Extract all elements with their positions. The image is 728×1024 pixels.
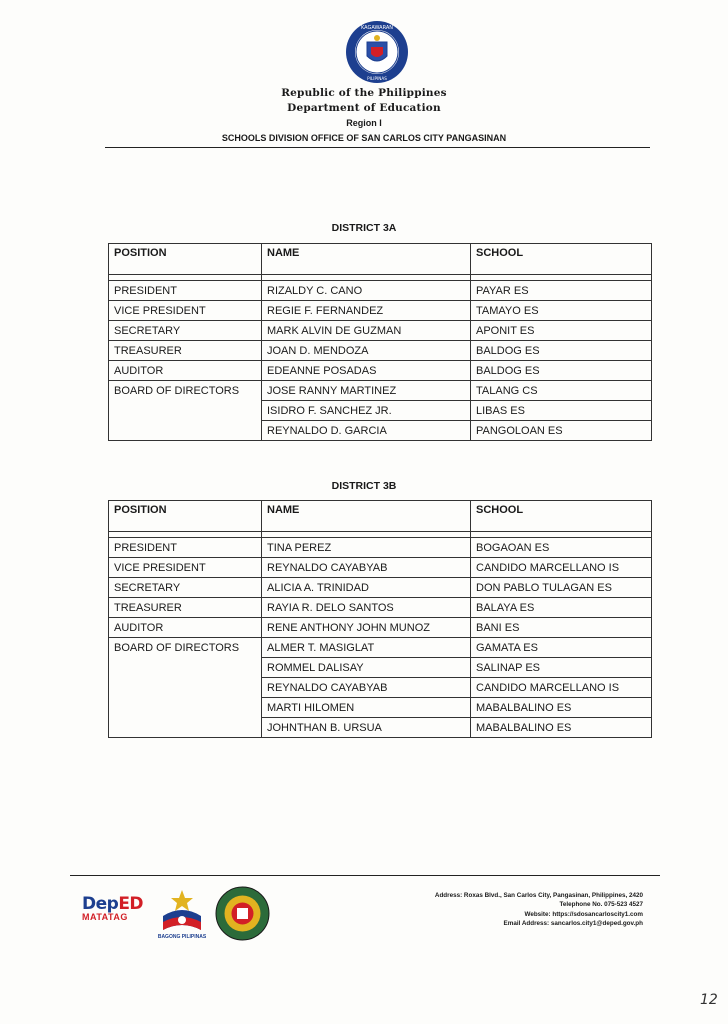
table-header-row [109,501,652,532]
name-cell: ALMER T. MASIGLAT [262,638,471,658]
school-cell: GAMATA ES [471,638,652,658]
region-line: Region I [346,118,382,128]
deped-matatag-logo [82,894,152,922]
division-seal-icon [215,886,270,941]
table-row [109,421,652,441]
table-row [109,321,652,341]
school-cell: BALAYA ES [471,598,652,618]
school-cell: APONIT ES [471,321,652,341]
table-row [109,678,652,698]
column-header-school: SCHOOL [471,244,652,275]
table-row [109,401,652,421]
school-cell: CANDIDO MARCELLANO IS [471,558,652,578]
position-cell [109,678,262,698]
name-cell: REYNALDO D. GARCIA [262,421,471,441]
school-cell: MABALBALINO ES [471,698,652,718]
position-cell: AUDITOR [109,361,262,381]
name-cell: REYNALDO CAYABYAB [262,558,471,578]
name-cell: MARTI HILOMEN [262,698,471,718]
name-cell: JOSE RANNY MARTINEZ [262,381,471,401]
district-3b-table [108,500,652,738]
school-cell: TALANG CS [471,381,652,401]
page-number: 12 [700,992,718,1008]
name-cell: MARK ALVIN DE GUZMAN [262,321,471,341]
position-cell: TREASURER [109,598,262,618]
position-cell: SECRETARY [109,321,262,341]
school-cell: BOGAOAN ES [471,538,652,558]
school-cell: BANI ES [471,618,652,638]
position-cell: BOARD OF DIRECTORS [109,638,262,658]
column-header-position: POSITION [109,244,262,275]
name-cell: RAYIA R. DELO SANTOS [262,598,471,618]
position-cell [109,718,262,738]
school-cell: LIBAS ES [471,401,652,421]
office-line: SCHOOLS DIVISION OFFICE OF SAN CARLOS CITY PANGASINAN [221,133,507,143]
school-cell: PANGOLOAN ES [471,421,652,441]
name-cell: ROMMEL DALISAY [262,658,471,678]
column-header-name: NAME [262,244,471,275]
position-cell: VICE PRESIDENT [109,558,262,578]
position-cell: VICE PRESIDENT [109,301,262,321]
position-cell: TREASURER [109,341,262,361]
name-cell: TINA PEREZ [262,538,471,558]
name-cell: EDEANNE POSADAS [262,361,471,381]
table-row [109,698,652,718]
table-row [109,598,652,618]
position-cell [109,698,262,718]
table-row [109,618,652,638]
district-3a-title: DISTRICT 3A [331,222,397,234]
name-cell: ALICIA A. TRINIDAD [262,578,471,598]
name-cell: RENE ANTHONY JOHN MUNOZ [262,618,471,638]
deped-logo-dep: Dep [82,894,119,914]
svg-text:KAGAWARAN: KAGAWARAN [360,25,394,31]
column-header-position: POSITION [109,501,262,532]
name-cell: REYNALDO CAYABYAB [262,678,471,698]
school-cell: MABALBALINO ES [471,718,652,738]
school-cell: BALDOG ES [471,341,652,361]
position-cell: PRESIDENT [109,538,262,558]
position-cell: SECRETARY [109,578,262,598]
website-line: Website: https://sdosancarloscity1.com [524,910,643,918]
table-row [109,578,652,598]
bagong-pilipinas-label: BAGONG PILIPINAS [157,934,207,940]
department-line: Department of Education [287,102,441,114]
school-cell: SALINAP ES [471,658,652,678]
deped-seal-icon [345,20,409,84]
school-cell: DON PABLO TULAGAN ES [471,578,652,598]
matatag-label: MATATAG [82,912,128,922]
name-cell: REGIE F. FERNANDEZ [262,301,471,321]
header-divider [105,147,650,148]
table-row [109,658,652,678]
table-row [109,718,652,738]
table-row [109,361,652,381]
position-cell [109,421,262,441]
bagong-pilipinas-logo-icon [157,886,207,938]
column-header-school: SCHOOL [471,501,652,532]
address-line: Address: Roxas Blvd., San Carlos City, Pangasinan, Philippines, 2420 [434,892,643,899]
table-header-row [109,244,652,275]
school-cell: TAMAYO ES [471,301,652,321]
column-header-name: NAME [262,501,471,532]
school-cell: PAYAR ES [471,281,652,301]
telephone-line: Telephone No. 075-523 4527 [559,901,643,909]
position-cell [109,658,262,678]
footer-logos [82,886,272,946]
position-cell: BOARD OF DIRECTORS [109,381,262,401]
district-3b-title: DISTRICT 3B [331,480,397,492]
position-cell: AUDITOR [109,618,262,638]
position-cell: PRESIDENT [109,281,262,301]
table-row [109,341,652,361]
name-cell: ISIDRO F. SANCHEZ JR. [262,401,471,421]
email-line: Email Address: sancarlos.city1@deped.gov.ph [503,919,643,927]
table-row [109,281,652,301]
republic-line: Republic of the Philippines [281,87,447,99]
table-row [109,558,652,578]
position-cell [109,401,262,421]
table-row [109,538,652,558]
name-cell: RIZALDY C. CANO [262,281,471,301]
name-cell: JOAN D. MENDOZA [262,341,471,361]
footer-divider [70,875,660,876]
deped-logo-ed: ED [118,894,144,914]
footer-contact [435,891,643,928]
name-cell: JOHNTHAN B. URSUA [262,718,471,738]
school-cell: BALDOG ES [471,361,652,381]
table-row [109,301,652,321]
svg-text:PILIPINAS: PILIPINAS [367,76,387,81]
table-row [109,381,652,401]
district-3a-table [108,243,652,441]
table-row [109,638,652,658]
school-cell: CANDIDO MARCELLANO IS [471,678,652,698]
